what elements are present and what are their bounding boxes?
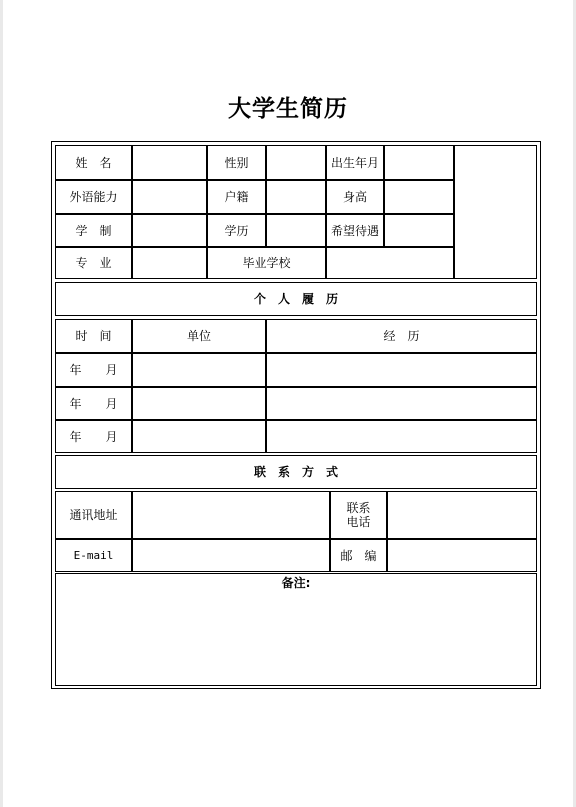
resume-form-frame: [51, 141, 541, 689]
postcode-field[interactable]: [387, 539, 537, 572]
remarks-box[interactable]: [55, 573, 537, 686]
time-column-header: 时 间: [55, 319, 132, 353]
school-label: 毕业学校: [207, 247, 326, 279]
resume-heading: 个 人 履 历: [55, 282, 537, 316]
document-page: [3, 0, 573, 807]
education-label: 学历: [207, 214, 266, 247]
history-row-experience[interactable]: [266, 420, 537, 453]
remarks-label: 备注:: [281, 576, 311, 590]
address-field[interactable]: [132, 491, 330, 539]
history-row-experience[interactable]: [266, 387, 537, 420]
gender-field[interactable]: [266, 145, 326, 180]
postcode-label: 邮 编: [330, 539, 387, 572]
photo-box[interactable]: [454, 145, 537, 279]
hukou-label: 户籍: [207, 180, 266, 214]
gender-label: 性别: [207, 145, 266, 180]
history-row-unit[interactable]: [132, 353, 266, 387]
email-label: E-mail: [55, 539, 132, 572]
hukou-field[interactable]: [266, 180, 326, 214]
contact-heading: 联 系 方 式: [55, 455, 537, 489]
system-label: 学 制: [55, 214, 132, 247]
education-field[interactable]: [266, 214, 326, 247]
email-field[interactable]: [132, 539, 330, 572]
history-row-date: 年 月: [55, 353, 132, 387]
salary-field[interactable]: [384, 214, 454, 247]
phone-label: 联系电话: [330, 491, 387, 539]
address-label: 通讯地址: [55, 491, 132, 539]
system-field[interactable]: [132, 214, 207, 247]
name-field[interactable]: [132, 145, 207, 180]
phone-field[interactable]: [387, 491, 537, 539]
school-field[interactable]: [326, 247, 454, 279]
birth-label: 出生年月: [326, 145, 384, 180]
language-label: 外语能力: [55, 180, 132, 214]
major-field[interactable]: [132, 247, 207, 279]
birth-field[interactable]: [384, 145, 454, 180]
history-row-date: 年 月: [55, 387, 132, 420]
history-row-date: 年 月: [55, 420, 132, 453]
history-row-experience[interactable]: [266, 353, 537, 387]
height-label: 身高: [326, 180, 384, 214]
page-title: 大学生简历: [228, 96, 348, 122]
major-label: 专 业: [55, 247, 132, 279]
name-label: 姓 名: [55, 145, 132, 180]
unit-column-header: 单位: [132, 319, 266, 353]
history-row-unit[interactable]: [132, 420, 266, 453]
experience-column-header: 经 历: [266, 319, 537, 353]
language-field[interactable]: [132, 180, 207, 214]
history-row-unit[interactable]: [132, 387, 266, 420]
salary-label: 希望待遇: [326, 214, 384, 247]
height-field[interactable]: [384, 180, 454, 214]
